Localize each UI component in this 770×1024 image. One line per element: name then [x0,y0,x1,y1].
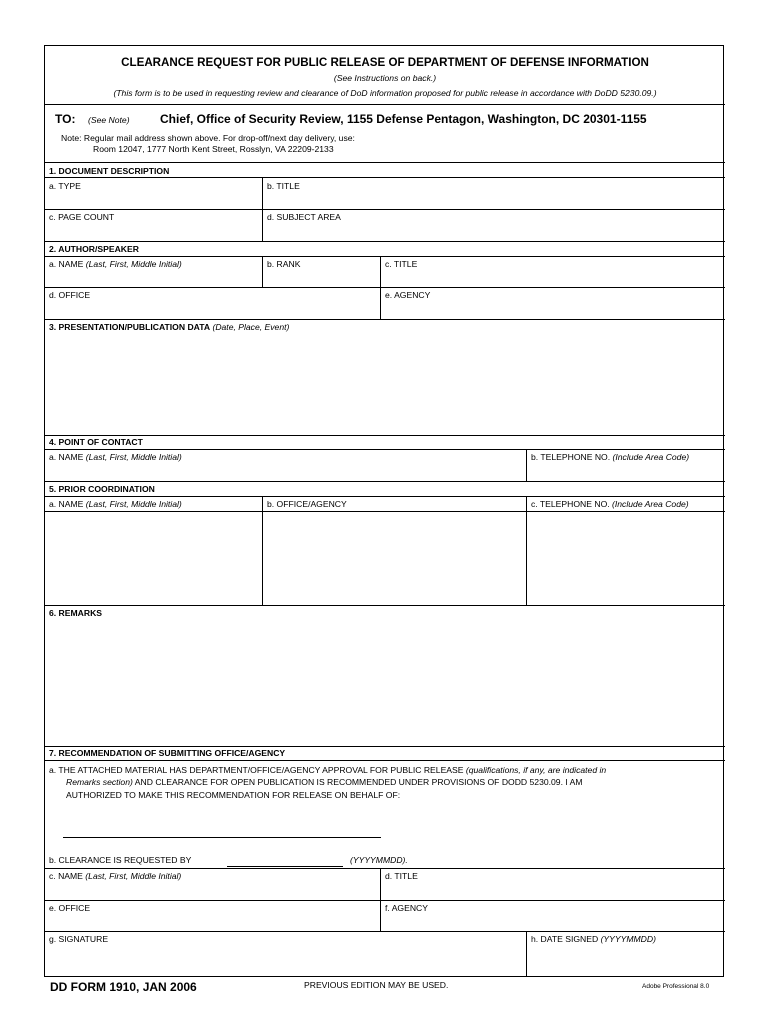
divider [45,931,725,932]
section7-heading: 7. RECOMMENDATION OF SUBMITTING OFFICE/AGENCY [49,748,286,758]
previous-edition-note: PREVIOUS EDITION MAY BE USED. [304,980,449,990]
form-purpose: (This form is to be used in requesting review and clearance of DoD information proposed for public release in accordance with DoDD 5230.09.) [113,88,657,98]
title-label: b. TITLE [267,181,300,191]
date-signed-hint: (YYYYMMDD) [600,934,656,944]
signature-label: g. SIGNATURE [49,934,109,944]
section1-heading: 1. DOCUMENT DESCRIPTION [49,166,170,176]
poc-phone-field[interactable] [527,463,725,481]
coord-phone-label: c. TELEPHONE NO. [531,499,610,509]
divider [45,162,725,163]
divider [45,435,725,436]
author-office-field[interactable] [45,301,380,318]
rec-title-field[interactable] [381,882,725,899]
remarks-field[interactable] [45,621,725,745]
author-title-label: c. TITLE [385,259,418,269]
author-name-label: a. NAME [49,259,84,269]
rec-office-label: e. OFFICE [49,903,91,913]
subject-area-field[interactable] [263,223,725,240]
dropoff-address: Room 12047, 1777 North Kent Street, Rosslyn, VA 22209-2133 [93,144,334,154]
poc-name-label: a. NAME [49,452,84,462]
page-count-field[interactable] [45,223,262,240]
divider [45,256,725,257]
clearance-date-field[interactable] [227,852,343,866]
see-note: (See Note) [88,115,130,125]
approval-text-line1: a. THE ATTACHED MATERIAL HAS DEPARTMENT/OFFICE/AGENCY APPROVAL FOR PUBLIC RELEASE [49,765,464,775]
coord-name-label: a. NAME [49,499,84,509]
to-label: TO: [55,112,76,126]
divider [45,241,725,242]
divider [45,760,725,761]
software-note: Adobe Professional 8.0 [642,983,710,990]
coord-phone-hint: (Include Area Code) [612,499,689,509]
approval-hint-cont: Remarks section) [66,777,133,787]
presentation-data-field[interactable] [45,334,725,434]
rec-name-hint: (Last, First, Middle Initial) [85,871,182,881]
approval-hint: (qualifications, if any, are indicated in [465,765,607,775]
divider [45,900,725,901]
poc-phone-hint: (Include Area Code) [612,452,690,462]
section3-heading: 3. PRESENTATION/PUBLICATION DATA [49,322,211,332]
rec-agency-label: f. AGENCY [385,903,428,913]
clearance-date-format: (YYYYMMDD). [350,855,408,865]
poc-phone-label: b. TELEPHONE NO. [531,452,611,462]
section6-heading: 6. REMARKS [49,608,103,618]
divider [45,449,725,450]
author-name-field[interactable] [45,270,262,287]
divider [45,481,725,482]
poc-name-hint: (Last, First, Middle Initial) [85,452,182,462]
date-signed-label: h. DATE SIGNED [531,934,599,944]
divider [45,104,725,105]
rec-name-label: c. NAME [49,871,83,881]
form-frame [44,45,724,977]
approval-text-line3: AUTHORIZED TO MAKE THIS RECOMMENDATION FOR RELEASE ON BEHALF OF: [66,790,401,800]
rec-name-field[interactable] [45,882,380,899]
on-behalf-of-line [63,837,381,838]
divider [45,496,725,497]
author-agency-label: e. AGENCY [385,290,431,300]
divider [45,605,725,606]
on-behalf-of-field[interactable] [63,818,381,836]
section5-heading: 5. PRIOR COORDINATION [49,484,155,494]
type-field[interactable] [45,192,262,209]
subject-area-label: d. SUBJECT AREA [267,212,341,222]
rank-label: b. RANK [267,259,301,269]
divider [45,868,725,869]
poc-name-field[interactable] [45,463,526,481]
divider [45,746,725,747]
section2-heading: 2. AUTHOR/SPEAKER [49,244,139,254]
author-office-label: d. OFFICE [49,290,91,300]
rec-title-label: d. TITLE [385,871,418,881]
type-label: a. TYPE [49,181,81,191]
section3-hint: (Date, Place, Event) [212,322,290,332]
rec-agency-field[interactable] [381,914,725,931]
divider [45,287,725,288]
signature-field[interactable] [45,946,526,976]
coord-phone-field[interactable] [527,512,725,605]
coord-office-label: b. OFFICE/AGENCY [267,499,347,509]
coord-name-field[interactable] [45,512,262,605]
clearance-label: b. CLEARANCE IS REQUESTED BY [49,855,192,865]
to-address: Chief, Office of Security Review, 1155 Defense Pentagon, Washington, DC 20301-1155 [160,112,647,126]
author-title-field[interactable] [381,270,725,287]
mail-note: Note: Regular mail address shown above. For drop-off/next day delivery, use: [61,133,355,143]
divider [45,209,725,210]
coord-office-field[interactable] [263,512,526,605]
section4-heading: 4. POINT OF CONTACT [49,437,143,447]
date-signed-field[interactable] [527,946,725,976]
rec-office-field[interactable] [45,914,380,931]
approval-text-line2: AND CLEARANCE FOR OPEN PUBLICATION IS RECOMMENDED UNDER PROVISIONS OF DODD 5230.09. I AM [134,777,583,787]
coord-name-hint: (Last, First, Middle Initial) [85,499,182,509]
divider [45,319,725,320]
instructions-note: (See Instructions on back.) [333,73,437,83]
rank-field[interactable] [263,270,380,287]
form-title: CLEARANCE REQUEST FOR PUBLIC RELEASE OF DEPARTMENT OF DEFENSE INFORMATION [121,56,649,69]
author-agency-field[interactable] [381,301,725,318]
page-count-label: c. PAGE COUNT [49,212,115,222]
clearance-date-line [227,866,343,867]
author-name-hint: (Last, First, Middle Initial) [85,259,182,269]
form-number: DD FORM 1910, JAN 2006 [50,980,197,994]
title-field[interactable] [263,192,725,209]
divider [45,177,725,178]
